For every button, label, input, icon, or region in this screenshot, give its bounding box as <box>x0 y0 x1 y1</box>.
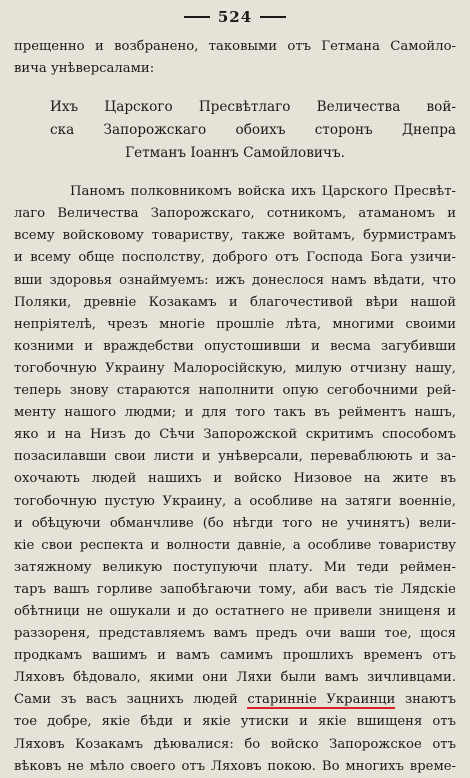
text-line: тогобочную пустую Украину, а особливе на затяги военніе, <box>14 493 456 509</box>
text-line: таръ вашъ горливе запобѣгаючи тому, аби васъ тіе Лядскіе <box>14 581 456 597</box>
heading-line: ска Запорожскаго обоихъ сторонъ Днепра <box>50 122 456 139</box>
heading-line: Ихъ Царского Пресвѣтлаго Величества вой- <box>50 99 456 116</box>
text-segment: знаютъ <box>395 692 456 708</box>
text-line: яко и на Низъ до Сѣчи Запорожской скритимъ способомъ <box>14 427 456 443</box>
page-header <box>14 0 456 30</box>
text-line: вши здоровья ознаймуемъ: ижъ донеслося намъ вѣдати, что <box>14 272 456 288</box>
text-line: козними и враждебстви опустошивши и весма загубивши <box>14 338 456 354</box>
text-line: продкамъ вашимъ и вамъ самимъ прошлихъ временъ отъ <box>14 648 456 664</box>
text-line: всему войсковому товариству, также войтамъ, бурмистрамъ <box>14 228 456 244</box>
text-line: прещенно и возбранено, таковыми отъ Гетмана Самойло- <box>14 39 456 54</box>
intro-paragraph <box>14 36 456 80</box>
text-line: кіе свои респекта и волности давніе, а особливе товариству <box>14 537 456 553</box>
text-line: Паномъ полковникомъ войска ихъ Царского Пресвѣт- <box>70 184 456 200</box>
letter-heading <box>14 96 456 165</box>
page-number: 524 <box>217 8 253 26</box>
text-line: тогобочную Украину Малоросійскую, милую отчизну нашу, <box>14 360 456 376</box>
text-line: затяжному великую поступуючи плату. Ми теди реймен- <box>14 559 456 575</box>
text-line: вича унѣверсалами: <box>14 61 155 77</box>
text-line: раззореня, представляемъ вамъ предъ очи ваши тое, щося <box>14 626 456 642</box>
text-line: тое добре, якіе бѣди и якіе утиски и якіе вшищеня отъ <box>14 714 456 730</box>
text-line-underlined <box>14 689 456 711</box>
text-line: и обѣцуючи обманчливе (бо нѣгди того не учинятъ) вели- <box>14 515 456 531</box>
header-dash-right <box>260 16 286 18</box>
text-line: обѣтници не ошукали и до остатнего не привели знищеня и <box>14 603 456 619</box>
text-line: теперь зновy стараются наполнити опую сегобочними рей- <box>14 383 456 399</box>
text-segment: Сами зъ васъ зацнихъ людей <box>14 692 248 708</box>
red-underlined-phrase: старинніе Украинци <box>247 692 396 708</box>
text-line: непріятелѣ, чрезъ многіе прошліе лѣта, многими своими <box>14 316 456 332</box>
letter-body <box>14 181 456 778</box>
text-line: охочають людей нашихъ и войско Низовое на жите въ <box>14 471 456 487</box>
text-line: и всему обще посполству, доброго отъ Господа Бога узичи- <box>14 250 456 266</box>
text-line: менту нашого людми; и для того такъ въ рейментъ нашъ, <box>14 405 456 421</box>
text-line: Поляки, древніе Козакамъ и благочестивой вѣри нашой <box>14 294 456 310</box>
text-line: лаго Величества Запорожскаго, сотникомъ, атаманомъ и <box>14 206 456 222</box>
header-dash-left <box>184 16 210 18</box>
heading-line: Гетманъ Іоаннъ Самойловичъ. <box>125 145 345 162</box>
text-line: вѣковъ не мѣло своего отъ Ляховъ покою. Во многихъ време- <box>14 758 456 774</box>
text-line: Ляховъ бѣдовало, якими они Ляхи были вамъ зичливцами. <box>14 670 456 686</box>
text-line: позасилавши свои листи и унѣверсали, переваблюють и за- <box>14 449 456 465</box>
text-line: Ляховъ Козакамъ дѣювалися: бо войско Запорожское отъ <box>14 736 456 752</box>
